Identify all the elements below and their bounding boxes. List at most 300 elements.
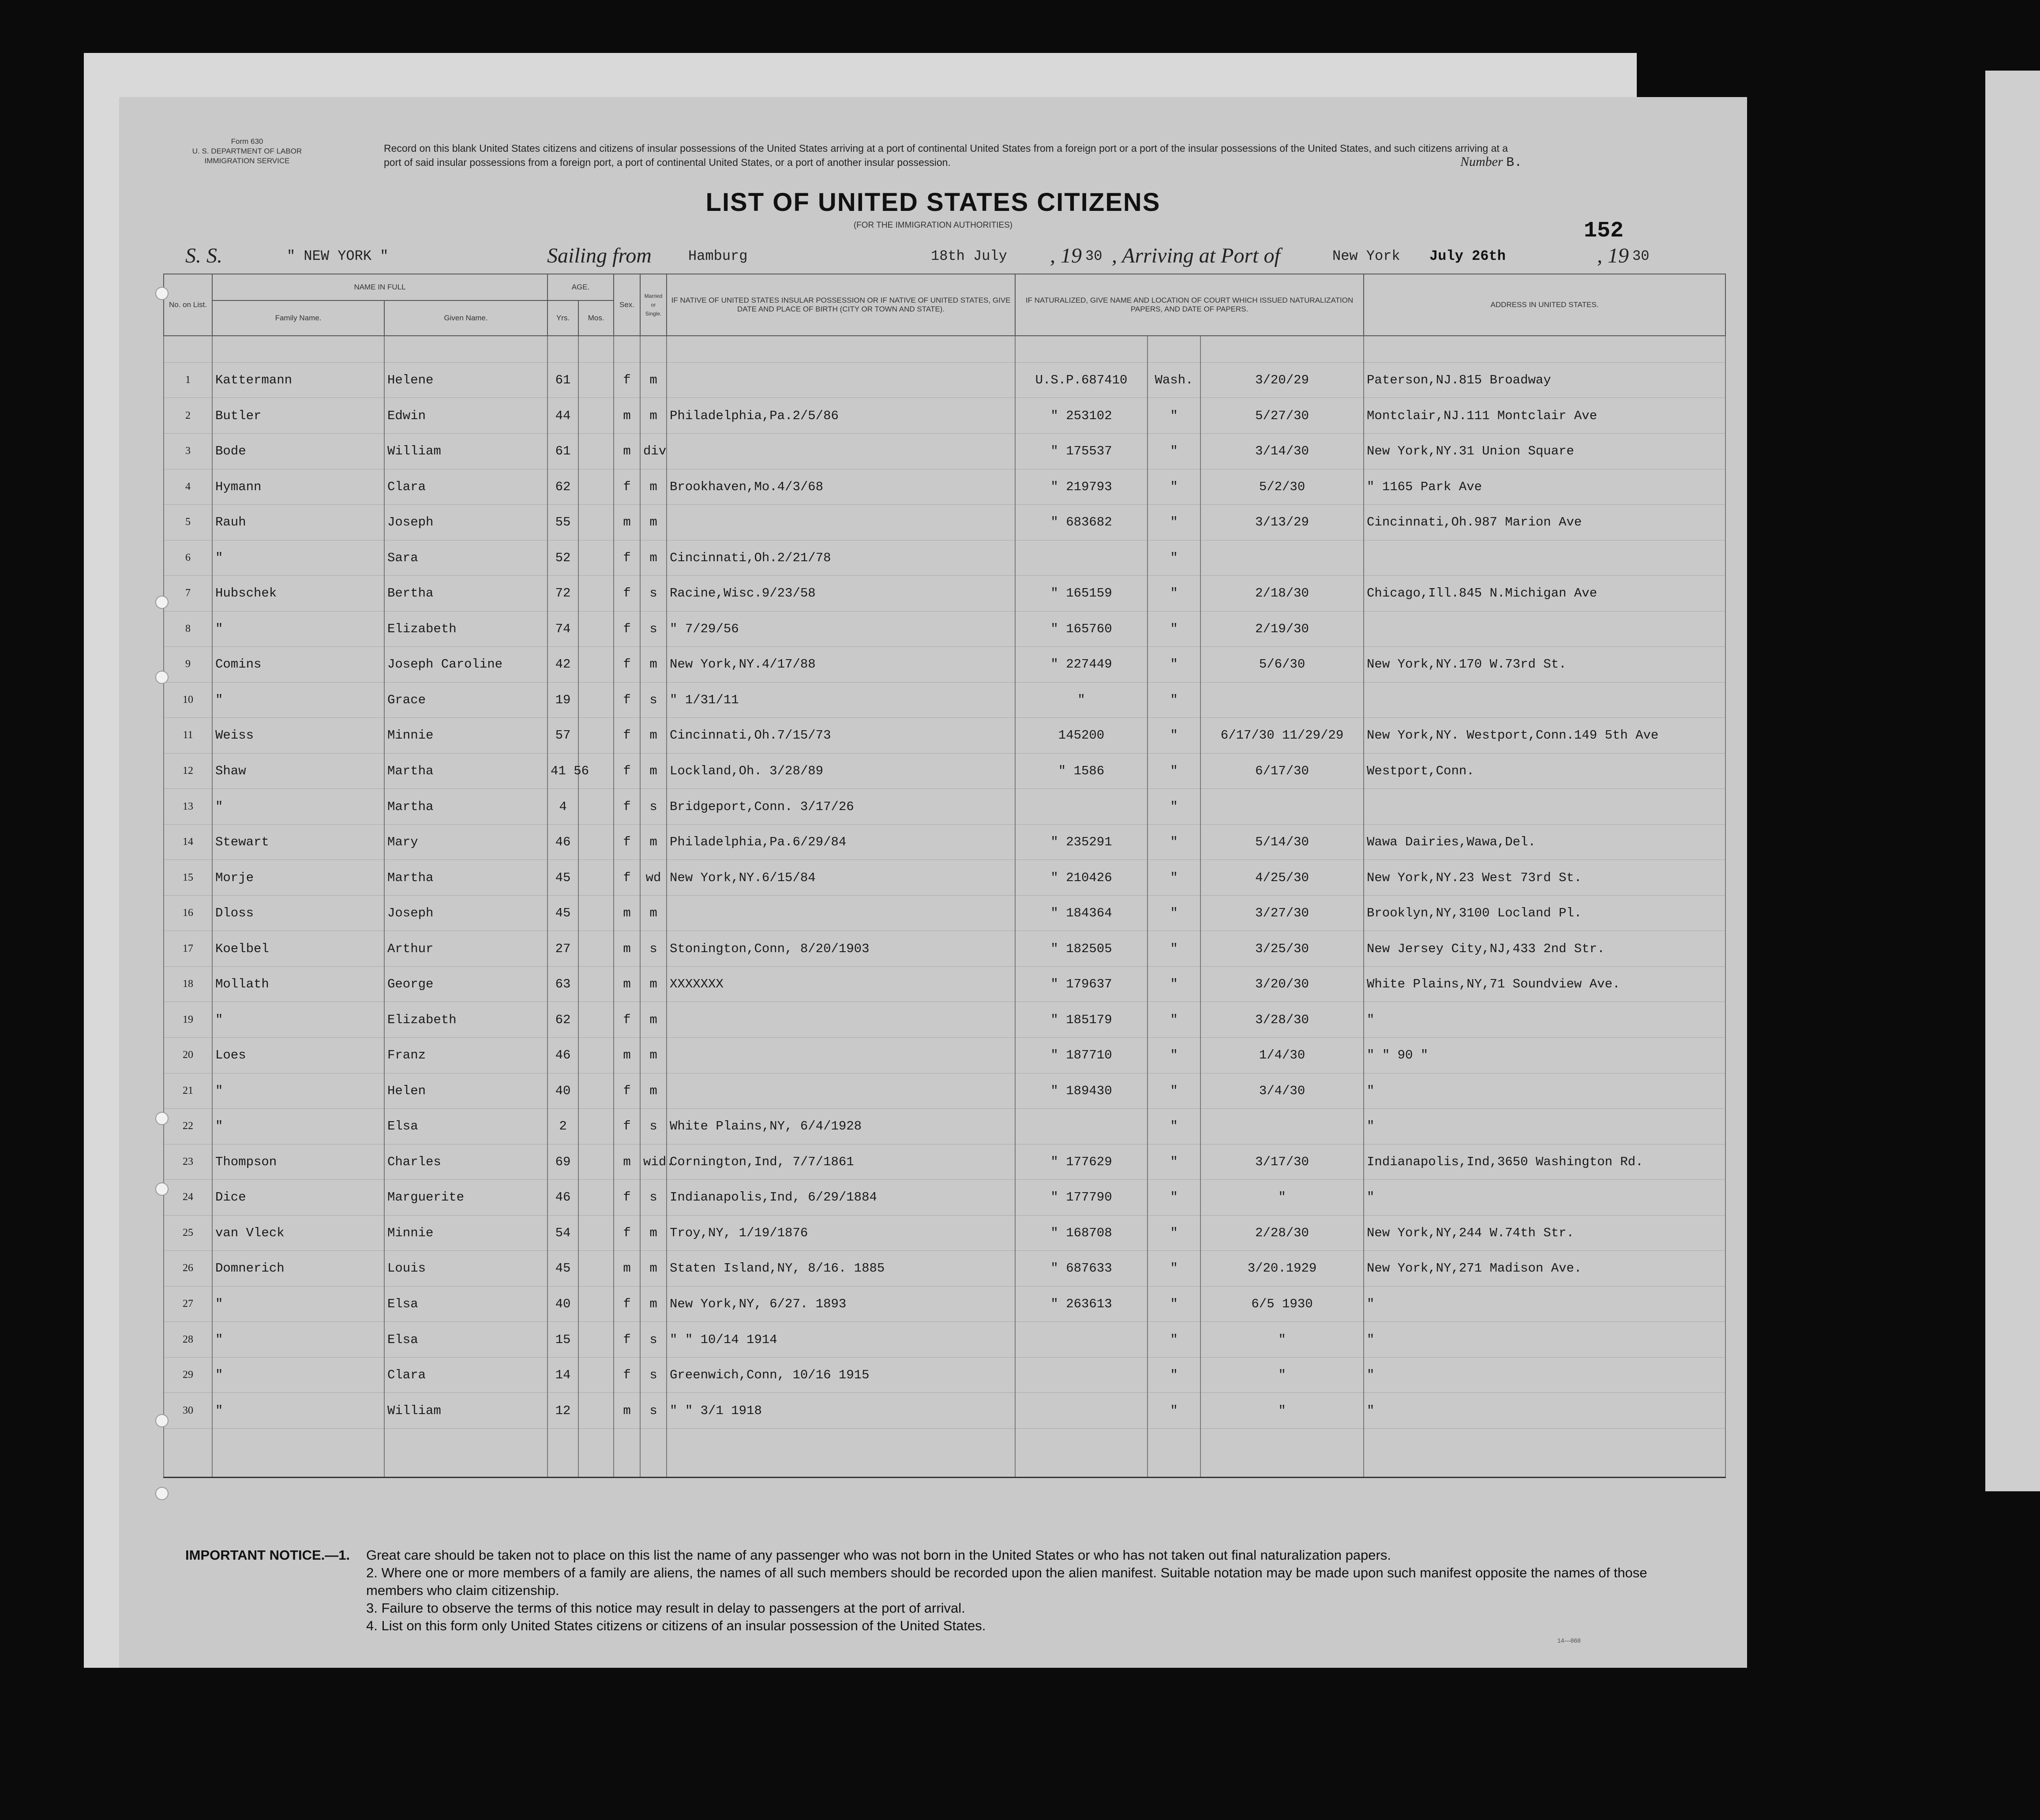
birth-place-date: Brookhaven,Mo.4/3/68	[667, 469, 1015, 505]
naturalization-cert: " 177629	[1015, 1144, 1148, 1180]
age-months	[578, 895, 614, 931]
list-number	[1460, 154, 1522, 170]
arrival-port: New York	[1332, 248, 1400, 264]
table-row	[164, 718, 1725, 754]
table-row	[164, 1144, 1725, 1180]
naturalization-cert	[1015, 1357, 1148, 1393]
us-address: New York,NY. Westport,Conn.149 5th Ave	[1364, 718, 1725, 754]
given-name: Martha	[384, 789, 548, 825]
us-address: Paterson,NJ.815 Broadway	[1364, 362, 1725, 398]
form-instructions: Record on this blank United States citizens and citizens of insular possessions of the United States arriving at a port of continental United States from a foreign port or a port of the insular possessions of the United States, and such citizens arriving at a port of said insular possessions from a foreign port, a port of continental United States, or a port of another insular possession.	[384, 143, 1508, 168]
notice-item-1	[185, 1546, 1685, 1564]
ship-name: " NEW YORK "	[287, 248, 389, 264]
naturalization-court: "	[1148, 824, 1200, 860]
table-row	[164, 1215, 1725, 1251]
row-number: 7	[164, 576, 212, 612]
family-name: van Vleck	[212, 1215, 384, 1251]
marital-status: s	[640, 1357, 667, 1393]
us-address: New York,NY.23 West 73rd St.	[1364, 860, 1725, 896]
sex: m	[614, 433, 640, 469]
birth-place-date: Greenwich,Conn, 10/16 1915	[667, 1357, 1015, 1393]
table-row	[164, 895, 1725, 931]
table-body	[164, 336, 1725, 1478]
given-name: Sara	[384, 540, 548, 576]
age-years: 19	[548, 682, 578, 718]
us-address: Chicago,Ill.845 N.Michigan Ave	[1364, 576, 1725, 612]
naturalization-court: "	[1148, 1357, 1200, 1393]
naturalization-court: "	[1148, 576, 1200, 612]
naturalization-cert: " 219793	[1015, 469, 1148, 505]
age-years: 62	[548, 1002, 578, 1038]
family-name: Dloss	[212, 895, 384, 931]
birth-place-date: Stonington,Conn, 8/20/1903	[667, 931, 1015, 967]
departure-port: Hamburg	[688, 248, 748, 264]
table-row	[164, 505, 1725, 540]
age-years: 45	[548, 895, 578, 931]
year-value-1: 30	[1085, 248, 1102, 264]
marital-status: m	[640, 362, 667, 398]
birth-place-date: Cincinnati,Oh.2/21/78	[667, 540, 1015, 576]
sex: f	[614, 1322, 640, 1358]
row-number: 29	[164, 1357, 212, 1393]
naturalization-court: "	[1148, 398, 1200, 434]
naturalization-court: "	[1148, 1038, 1200, 1073]
age-months	[578, 1393, 614, 1429]
naturalization-court: "	[1148, 966, 1200, 1002]
binder-hole	[155, 596, 169, 609]
naturalization-cert: U.S.P.687410	[1015, 362, 1148, 398]
age-months	[578, 966, 614, 1002]
given-name: George	[384, 966, 548, 1002]
family-name: Kattermann	[212, 362, 384, 398]
table-row	[164, 1073, 1725, 1109]
age-months	[578, 362, 614, 398]
naturalization-date: 2/18/30	[1200, 576, 1364, 612]
age-years: 62	[548, 469, 578, 505]
header-yrs: Yrs.	[548, 300, 578, 336]
year-prefix-1: , 19	[1050, 244, 1082, 267]
form-identifier: Form 630 U. S. DEPARTMENT OF LABOR IMMIGRATION SERVICE	[192, 137, 302, 165]
given-name: Edwin	[384, 398, 548, 434]
row-number: 9	[164, 647, 212, 683]
birth-place-date: Troy,NY, 1/19/1876	[667, 1215, 1015, 1251]
departure-date: 18th July	[931, 248, 1007, 264]
age-years: 72	[548, 576, 578, 612]
row-number: 24	[164, 1180, 212, 1216]
age-years: 27	[548, 931, 578, 967]
number-label: Number	[1460, 154, 1503, 169]
age-months	[578, 1038, 614, 1073]
table-row	[164, 1357, 1725, 1393]
marital-status: wd	[640, 860, 667, 896]
naturalization-date: 3/13/29	[1200, 505, 1364, 540]
binder-hole	[155, 1182, 169, 1196]
sex: m	[614, 1393, 640, 1429]
naturalization-cert: 145200	[1015, 718, 1148, 754]
family-name: "	[212, 1286, 384, 1322]
notice-text-2: 2. Where one or more members of a family are aliens, the names of all such members should be recorded upon the alien manifest. Suitable notation may be made upon such manifest opposite the names of those members who claim citizenship.	[366, 1565, 1647, 1598]
arrival-date: July 26th	[1429, 248, 1506, 264]
voyage-line	[185, 238, 1747, 269]
marital-status: m	[640, 647, 667, 683]
marital-status: m	[640, 824, 667, 860]
sex: f	[614, 824, 640, 860]
birth-place-date	[667, 1002, 1015, 1038]
naturalization-court: "	[1148, 647, 1200, 683]
naturalization-cert: " 263613	[1015, 1286, 1148, 1322]
family-name: Morje	[212, 860, 384, 896]
us-address: "	[1364, 1322, 1725, 1358]
birth-place-date: Cincinnati,Oh.7/15/73	[667, 718, 1015, 754]
us-address: "	[1364, 1073, 1725, 1109]
marital-status: wid.	[640, 1144, 667, 1180]
given-name: Elsa	[384, 1322, 548, 1358]
binder-hole	[155, 671, 169, 684]
family-name: Rauh	[212, 505, 384, 540]
family-name: Koelbel	[212, 931, 384, 967]
naturalization-date: 6/17/30 11/29/29	[1200, 718, 1364, 754]
table-spacer	[164, 336, 1725, 362]
family-name: Dice	[212, 1180, 384, 1216]
marital-status: m	[640, 1038, 667, 1073]
naturalization-cert: " 177790	[1015, 1180, 1148, 1216]
ss-label: S. S.	[185, 244, 222, 267]
row-number: 30	[164, 1393, 212, 1429]
age-months	[578, 1286, 614, 1322]
naturalization-cert	[1015, 540, 1148, 576]
age-years: 57	[548, 718, 578, 754]
header-married: Married or Single.	[640, 274, 667, 336]
sex: f	[614, 576, 640, 612]
given-name: Charles	[384, 1144, 548, 1180]
naturalization-date: 3/20.1929	[1200, 1251, 1364, 1287]
marital-status: m	[640, 1286, 667, 1322]
naturalization-date	[1200, 1109, 1364, 1145]
marital-status: s	[640, 931, 667, 967]
naturalization-cert: " 187710	[1015, 1038, 1148, 1073]
row-number: 22	[164, 1109, 212, 1145]
header-birth: IF NATIVE OF UNITED STATES INSULAR POSSESSION OR IF NATIVE OF UNITED STATES, GIVE DATE AND PLACE OF BIRTH (CITY OR TOWN AND STATE).	[667, 274, 1015, 336]
family-name: "	[212, 1109, 384, 1145]
age-months	[578, 824, 614, 860]
sex: m	[614, 1038, 640, 1073]
naturalization-cert	[1015, 1393, 1148, 1429]
naturalization-court: Wash.	[1148, 362, 1200, 398]
sex: m	[614, 1251, 640, 1287]
table-row	[164, 433, 1725, 469]
table-row	[164, 931, 1725, 967]
us-address: White Plains,NY,71 Soundview Ave.	[1364, 966, 1725, 1002]
naturalization-date: 3/20/30	[1200, 966, 1364, 1002]
binder-hole	[155, 1112, 169, 1125]
naturalization-court: "	[1148, 1251, 1200, 1287]
naturalization-cert	[1015, 1322, 1148, 1358]
header-name-in-full: NAME IN FULL	[212, 274, 548, 300]
sex: f	[614, 540, 640, 576]
given-name: Helene	[384, 362, 548, 398]
sex: m	[614, 1144, 640, 1180]
age-months	[578, 540, 614, 576]
sex: f	[614, 1073, 640, 1109]
sex: f	[614, 1002, 640, 1038]
age-months	[578, 1357, 614, 1393]
row-number: 11	[164, 718, 212, 754]
age-months	[578, 1251, 614, 1287]
age-years: 52	[548, 540, 578, 576]
row-number: 6	[164, 540, 212, 576]
page-number: 152	[1584, 218, 1624, 244]
marital-status: m	[640, 505, 667, 540]
us-address	[1364, 789, 1725, 825]
given-name: Clara	[384, 469, 548, 505]
table-footer-space	[164, 1428, 1725, 1477]
naturalization-cert: " 253102	[1015, 398, 1148, 434]
given-name: Clara	[384, 1357, 548, 1393]
naturalization-court: "	[1148, 789, 1200, 825]
year-value-2: 30	[1632, 248, 1650, 264]
naturalization-cert: " 1586	[1015, 753, 1148, 789]
naturalization-court: "	[1148, 540, 1200, 576]
family-name: Thompson	[212, 1144, 384, 1180]
birth-place-date	[667, 433, 1015, 469]
family-name: "	[212, 1073, 384, 1109]
header-no: No. on List.	[164, 274, 212, 336]
binder-hole	[155, 1487, 169, 1500]
given-name: Martha	[384, 860, 548, 896]
naturalization-date: 3/4/30	[1200, 1073, 1364, 1109]
given-name: Elsa	[384, 1109, 548, 1145]
family-name: Weiss	[212, 718, 384, 754]
age-years: 54	[548, 1215, 578, 1251]
row-number: 27	[164, 1286, 212, 1322]
naturalization-date: "	[1200, 1322, 1364, 1358]
naturalization-cert: " 165159	[1015, 576, 1148, 612]
row-number: 4	[164, 469, 212, 505]
sex: m	[614, 966, 640, 1002]
age-years: 41 56	[548, 753, 578, 789]
table-row	[164, 789, 1725, 825]
birth-place-date	[667, 1038, 1015, 1073]
birth-place-date	[667, 895, 1015, 931]
naturalization-cert: " 182505	[1015, 931, 1148, 967]
age-years: 2	[548, 1109, 578, 1145]
sex: m	[614, 931, 640, 967]
birth-place-date: Racine,Wisc.9/23/58	[667, 576, 1015, 612]
table-row	[164, 1038, 1725, 1073]
binder-hole	[155, 1414, 169, 1427]
us-address: "	[1364, 1357, 1725, 1393]
row-number: 23	[164, 1144, 212, 1180]
number-value: B.	[1506, 155, 1522, 170]
row-number: 5	[164, 505, 212, 540]
age-years: 12	[548, 1393, 578, 1429]
age-years: 40	[548, 1073, 578, 1109]
age-months	[578, 718, 614, 754]
sex: f	[614, 1215, 640, 1251]
age-years: 45	[548, 1251, 578, 1287]
naturalization-court: "	[1148, 505, 1200, 540]
given-name: Arthur	[384, 931, 548, 967]
naturalization-date: 5/14/30	[1200, 824, 1364, 860]
us-address: New York,NY.170 W.73rd St.	[1364, 647, 1725, 683]
birth-place-date: Philadelphia,Pa.2/5/86	[667, 398, 1015, 434]
age-months	[578, 931, 614, 967]
age-months	[578, 433, 614, 469]
row-number: 19	[164, 1002, 212, 1038]
naturalization-date	[1200, 789, 1364, 825]
naturalization-cert: " 175537	[1015, 433, 1148, 469]
age-years: 45	[548, 860, 578, 896]
age-months	[578, 1073, 614, 1109]
age-months	[578, 1144, 614, 1180]
row-number: 17	[164, 931, 212, 967]
family-name: Loes	[212, 1038, 384, 1073]
age-months	[578, 789, 614, 825]
marital-status: m	[640, 540, 667, 576]
marital-status: s	[640, 682, 667, 718]
naturalization-court: "	[1148, 1109, 1200, 1145]
birth-place-date: New York,NY.4/17/88	[667, 647, 1015, 683]
sex: f	[614, 611, 640, 647]
table-row	[164, 469, 1725, 505]
naturalization-court: "	[1148, 611, 1200, 647]
us-address	[1364, 611, 1725, 647]
row-number: 16	[164, 895, 212, 931]
table-row	[164, 824, 1725, 860]
naturalization-court: "	[1148, 860, 1200, 896]
family-name: Comins	[212, 647, 384, 683]
adjacent-page-edge	[1985, 71, 2040, 1491]
marital-status: m	[640, 1215, 667, 1251]
age-years: 46	[548, 1038, 578, 1073]
birth-place-date	[667, 505, 1015, 540]
given-name: Elizabeth	[384, 1002, 548, 1038]
notice-item-4	[185, 1617, 1685, 1635]
family-name: "	[212, 1322, 384, 1358]
us-address: " " 90 "	[1364, 1038, 1725, 1073]
header-address: ADDRESS IN UNITED STATES.	[1364, 274, 1725, 336]
table-row	[164, 647, 1725, 683]
birth-place-date: " " 3/1 1918	[667, 1393, 1015, 1429]
table-row	[164, 860, 1725, 896]
given-name: Martha	[384, 753, 548, 789]
birth-place-date: Indianapolis,Ind, 6/29/1884	[667, 1180, 1015, 1216]
row-number: 10	[164, 682, 212, 718]
us-address	[1364, 682, 1725, 718]
naturalization-cert	[1015, 1109, 1148, 1145]
passenger-table	[163, 274, 1726, 1478]
naturalization-cert: " 165760	[1015, 611, 1148, 647]
table-row	[164, 540, 1725, 576]
us-address: Wawa Dairies,Wawa,Del.	[1364, 824, 1725, 860]
table-row	[164, 1393, 1725, 1429]
us-address: Westport,Conn.	[1364, 753, 1725, 789]
family-name: "	[212, 789, 384, 825]
table-row	[164, 1251, 1725, 1287]
row-number: 13	[164, 789, 212, 825]
header-mos: Mos.	[578, 300, 614, 336]
marital-status: s	[640, 1109, 667, 1145]
age-months	[578, 860, 614, 896]
notice-text-3: 3. Failure to observe the terms of this notice may result in delay to passengers at the port of arrival.	[366, 1600, 965, 1616]
marital-status: s	[640, 1322, 667, 1358]
age-years: 42	[548, 647, 578, 683]
age-months	[578, 1322, 614, 1358]
us-address: New Jersey City,NJ,433 2nd Str.	[1364, 931, 1725, 967]
naturalization-cert: " 185179	[1015, 1002, 1148, 1038]
naturalization-date: 5/27/30	[1200, 398, 1364, 434]
naturalization-cert: " 210426	[1015, 860, 1148, 896]
row-number: 1	[164, 362, 212, 398]
age-years: 63	[548, 966, 578, 1002]
sex: f	[614, 362, 640, 398]
birth-place-date: Staten Island,NY, 8/16. 1885	[667, 1251, 1015, 1287]
birth-place-date: White Plains,NY, 6/4/1928	[667, 1109, 1015, 1145]
naturalization-date: 3/14/30	[1200, 433, 1364, 469]
sex: m	[614, 895, 640, 931]
arriving-label: , Arriving at Port of	[1112, 244, 1280, 267]
marital-status: m	[640, 398, 667, 434]
marital-status: m	[640, 1251, 667, 1287]
marital-status: m	[640, 718, 667, 754]
year-prefix-2: , 19	[1597, 244, 1629, 267]
table-row	[164, 1109, 1725, 1145]
marital-status: div	[640, 433, 667, 469]
table-row	[164, 1180, 1725, 1216]
header-given-name: Given Name.	[384, 300, 548, 336]
given-name: Joseph Caroline	[384, 647, 548, 683]
family-name: Hymann	[212, 469, 384, 505]
naturalization-court: "	[1148, 433, 1200, 469]
family-name: Butler	[212, 398, 384, 434]
naturalization-court: "	[1148, 1215, 1200, 1251]
naturalization-date: 2/19/30	[1200, 611, 1364, 647]
age-months	[578, 1215, 614, 1251]
header-age: AGE.	[548, 274, 614, 300]
naturalization-court: "	[1148, 469, 1200, 505]
table-row	[164, 362, 1725, 398]
family-name: "	[212, 611, 384, 647]
table-row	[164, 966, 1725, 1002]
age-months	[578, 1180, 614, 1216]
naturalization-date: 6/17/30	[1200, 753, 1364, 789]
age-years: 40	[548, 1286, 578, 1322]
us-address: New York,NY,271 Madison Ave.	[1364, 1251, 1725, 1287]
header-family-name: Family Name.	[212, 300, 384, 336]
marital-status: s	[640, 611, 667, 647]
us-address: Montclair,NJ.111 Montclair Ave	[1364, 398, 1725, 434]
family-name: "	[212, 540, 384, 576]
naturalization-date: 3/28/30	[1200, 1002, 1364, 1038]
given-name: Helen	[384, 1073, 548, 1109]
us-address: "	[1364, 1180, 1725, 1216]
age-years: 46	[548, 824, 578, 860]
birth-place-date: " " 10/14 1914	[667, 1322, 1015, 1358]
naturalization-cert: "	[1015, 682, 1148, 718]
given-name: Joseph	[384, 505, 548, 540]
us-address: Indianapolis,Ind,3650 Washington Rd.	[1364, 1144, 1725, 1180]
given-name: Franz	[384, 1038, 548, 1073]
birth-place-date: Lockland,Oh. 3/28/89	[667, 753, 1015, 789]
family-name: Stewart	[212, 824, 384, 860]
marital-status: s	[640, 1180, 667, 1216]
header-sex: Sex.	[614, 274, 640, 336]
age-years: 4	[548, 789, 578, 825]
naturalization-date: 6/5 1930	[1200, 1286, 1364, 1322]
row-number: 3	[164, 433, 212, 469]
us-address: New York,NY.31 Union Square	[1364, 433, 1725, 469]
naturalization-date: 1/4/30	[1200, 1038, 1364, 1073]
